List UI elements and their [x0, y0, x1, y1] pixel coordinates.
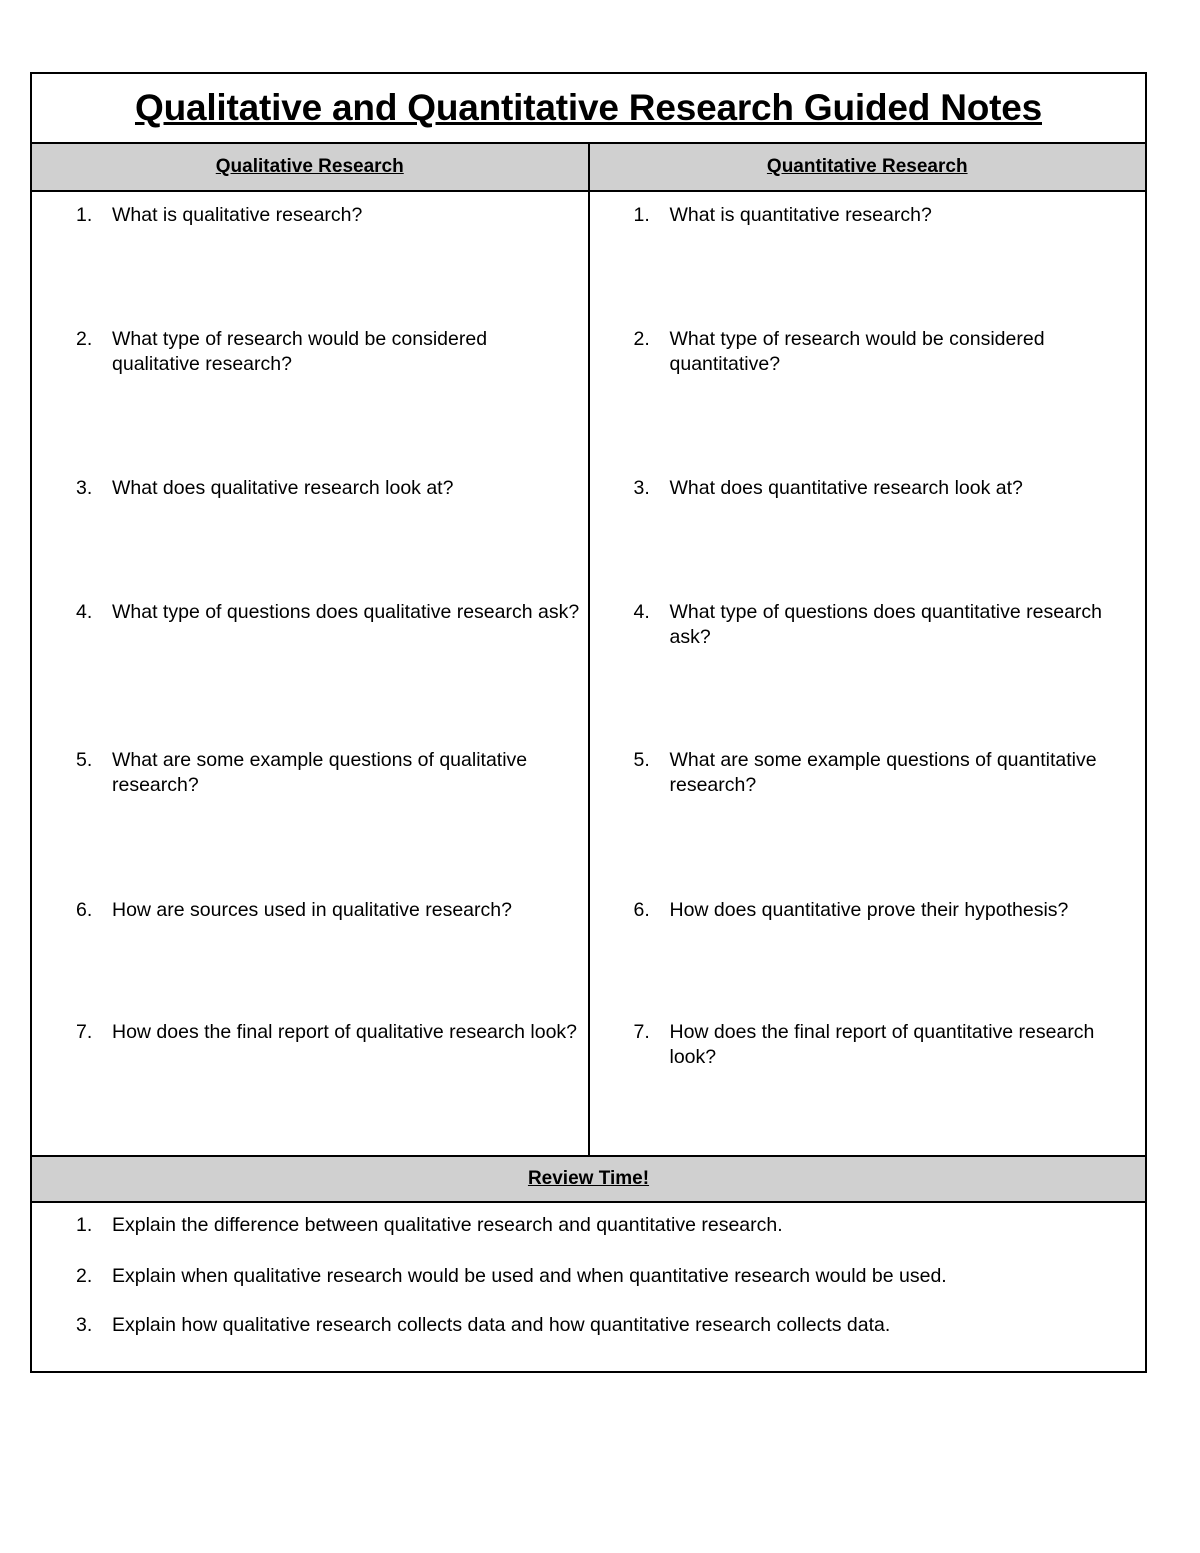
column-header-row	[32, 144, 1145, 192]
review-number: 1.	[76, 1214, 93, 1236]
quantitative-column	[590, 192, 1146, 1155]
question-item	[76, 476, 580, 501]
question-text: How are sources used in qualitative research?	[112, 899, 512, 921]
question-item	[634, 898, 1138, 923]
review-number: 3.	[76, 1314, 93, 1336]
question-text: How does the final report of quantitative research look?	[669, 1021, 1095, 1068]
question-number: 2.	[76, 328, 93, 350]
question-number: 5.	[76, 749, 93, 771]
question-item	[76, 600, 580, 625]
question-number: 3.	[76, 477, 93, 499]
question-item	[76, 898, 580, 923]
review-text: Explain when qualitative research would be used and when quantitative research would be used.	[112, 1265, 947, 1287]
question-text: What does quantitative research look at?	[669, 477, 1023, 499]
question-number: 7.	[633, 1021, 650, 1043]
review-item	[76, 1313, 1137, 1338]
review-text: Explain how qualitative research collects data and how quantitative research collects data.	[112, 1314, 891, 1336]
title-row	[32, 74, 1145, 144]
question-item	[634, 600, 1138, 650]
review-header: Review Time!	[32, 1157, 1145, 1203]
question-number: 4.	[76, 601, 93, 623]
question-item	[634, 203, 1138, 228]
question-text: What type of research would be considered qualitative research?	[112, 328, 488, 375]
question-item	[634, 476, 1138, 501]
question-number: 2.	[633, 328, 650, 350]
quantitative-header: Quantitative Research	[766, 156, 968, 177]
question-number: 1.	[76, 204, 93, 226]
question-text: What does qualitative research look at?	[112, 477, 454, 499]
question-text: What type of research would be considered quantitative?	[669, 328, 1045, 375]
review-item	[76, 1264, 1137, 1289]
guided-notes-sheet	[30, 72, 1147, 1373]
question-number: 6.	[633, 899, 650, 921]
review-section	[32, 1203, 1145, 1371]
question-number: 3.	[633, 477, 650, 499]
page-title: Qualitative and Quantitative Research Guided Notes	[134, 87, 1042, 128]
question-text: What is qualitative research?	[112, 204, 363, 226]
question-text: What are some example questions of qualitative research?	[112, 749, 528, 796]
question-item	[634, 327, 1138, 377]
question-item	[76, 1020, 580, 1045]
question-item	[634, 748, 1138, 798]
question-item	[76, 748, 580, 798]
question-number: 1.	[633, 204, 650, 226]
question-item	[76, 327, 580, 377]
question-text: What are some example questions of quantitative research?	[669, 749, 1097, 796]
review-text: Explain the difference between qualitative research and quantitative research.	[112, 1214, 783, 1236]
question-columns	[32, 192, 1145, 1157]
question-text: What is quantitative research?	[669, 204, 932, 226]
question-number: 4.	[633, 601, 650, 623]
question-number: 7.	[76, 1021, 93, 1043]
question-text: What type of questions does qualitative research ask?	[112, 601, 580, 623]
question-text: How does quantitative prove their hypothesis?	[669, 899, 1069, 921]
question-item	[76, 203, 580, 228]
question-item	[634, 1020, 1138, 1070]
question-number: 6.	[76, 899, 93, 921]
question-text: What type of questions does quantitative research ask?	[669, 601, 1103, 648]
question-number: 5.	[633, 749, 650, 771]
qualitative-header: Qualitative Research	[32, 144, 590, 190]
review-item	[76, 1213, 1137, 1238]
review-number: 2.	[76, 1265, 93, 1287]
question-text: How does the final report of qualitative research look?	[112, 1021, 578, 1043]
qualitative-column	[32, 192, 590, 1155]
